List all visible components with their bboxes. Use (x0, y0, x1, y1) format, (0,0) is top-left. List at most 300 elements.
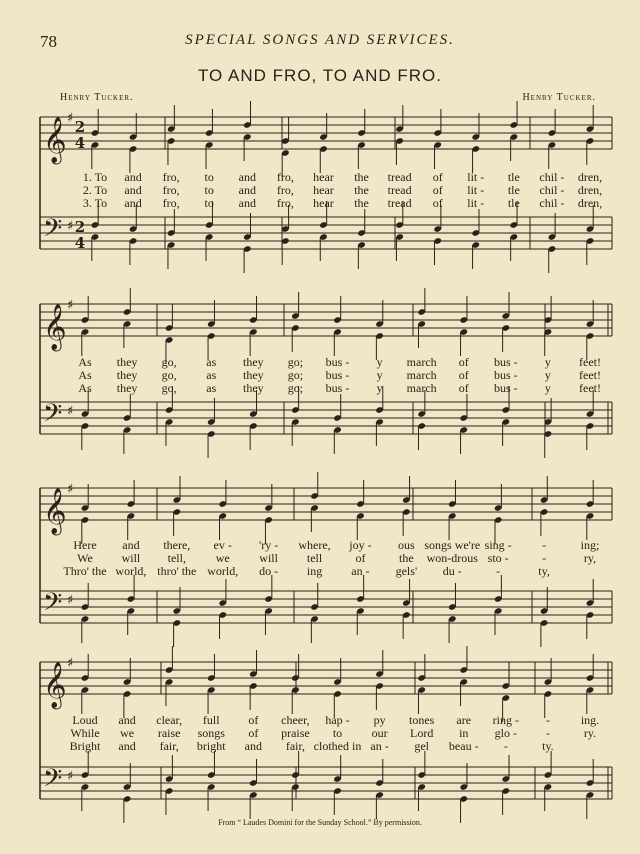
note (586, 579, 595, 607)
lyric-syllable: the (354, 170, 369, 184)
lyric-syllable: As (78, 355, 92, 369)
lyric-syllable: and (122, 538, 140, 552)
lyric-line-verse-3 (0, 739, 640, 753)
lyric-syllable: songs we're (424, 538, 481, 552)
note (544, 328, 553, 356)
lyric-syllable: As (78, 368, 92, 382)
note (395, 105, 404, 133)
time-signature-bottom: 4 (74, 134, 86, 152)
note (417, 288, 426, 316)
note (207, 430, 216, 458)
note (459, 678, 468, 706)
lyric-syllable: of (458, 368, 469, 382)
note (357, 141, 366, 169)
lyric-syllable: tread (387, 170, 412, 184)
note (207, 654, 216, 682)
lyric-syllable: ty. (542, 739, 554, 753)
note (167, 137, 176, 165)
note (249, 791, 258, 819)
lyric-syllable: bright (196, 739, 226, 753)
lyric-syllable: ring - (492, 713, 519, 727)
lyric-line-verse-2 (0, 551, 640, 565)
lyric-syllable: bus - (493, 381, 518, 395)
note (395, 137, 404, 165)
lyric-syllable: world, (115, 564, 147, 578)
note (129, 145, 138, 173)
lyric-syllable: feet! (579, 355, 601, 369)
note (333, 787, 342, 815)
lyric-syllable: go; (287, 368, 304, 382)
lyric-syllable: fro, (276, 170, 294, 184)
key-signature-sharp-icon: ♯ (67, 297, 74, 313)
lyric-syllable: dren, (577, 183, 603, 197)
note (417, 686, 426, 714)
note (81, 615, 90, 643)
note (310, 504, 319, 532)
note (91, 141, 100, 169)
note (91, 233, 100, 261)
bass-clef-icon: 𝄢 (43, 214, 63, 249)
lyric-syllable: sing - (484, 538, 512, 552)
note (356, 607, 365, 635)
lyric-line-verse-1 (0, 713, 640, 727)
key-signature-sharp-icon: ♯ (67, 481, 74, 497)
note (243, 101, 252, 129)
lyric-syllable: of (355, 551, 366, 565)
time-signature-top: 2 (74, 118, 86, 136)
lyric-syllable: - (545, 713, 550, 727)
footnote: From “ Laudes Domini for the Sunday School.” By permission. (218, 818, 422, 827)
note (249, 759, 258, 787)
note (207, 783, 216, 811)
note (417, 783, 426, 811)
note (375, 418, 384, 446)
lyric-syllable: are (456, 713, 472, 727)
composer-left: Henry Tucker. (60, 92, 134, 103)
lyric-syllable: tread (387, 183, 412, 197)
note (357, 109, 366, 137)
note (356, 480, 365, 508)
lyric-syllable: as (206, 368, 217, 382)
note (586, 105, 595, 133)
note (402, 476, 411, 504)
note (548, 141, 557, 169)
note (205, 233, 214, 261)
note (333, 755, 342, 783)
note (375, 682, 384, 710)
lyric-syllable: bus - (325, 381, 350, 395)
note (218, 512, 227, 540)
lyric-syllable: will (259, 551, 278, 565)
lyric-syllable: tread (387, 196, 412, 210)
lyric-syllable: of (432, 183, 443, 197)
note (402, 508, 411, 536)
note (417, 751, 426, 779)
lyric-syllable: lit - (467, 196, 485, 210)
lyric-syllable: tones (408, 713, 435, 727)
lyric-syllable: chil - (539, 183, 565, 197)
note (586, 237, 595, 265)
lyric-syllable: the (399, 551, 414, 565)
lyric-syllable: as (206, 381, 217, 395)
lyric-syllable: ing. (580, 713, 600, 727)
lyric-syllable: and (244, 739, 262, 753)
composer-right: Henry Tucker. (522, 92, 596, 103)
time-signature-top: 2 (74, 218, 86, 236)
lyric-syllable: While (70, 726, 100, 740)
lyric-syllable: fro, (276, 183, 294, 197)
note (586, 791, 595, 819)
note (127, 512, 136, 540)
lyric-syllable: 'ry - (259, 538, 279, 552)
note (291, 292, 300, 320)
note (417, 320, 426, 348)
lyric-syllable: praise (281, 726, 310, 740)
lyric-line-verse-1 (0, 538, 640, 552)
running-head: SPECIAL SONGS AND SERVICES. (185, 32, 455, 48)
lyric-syllable: ev - (213, 538, 232, 552)
lyric-syllable: they (116, 368, 138, 382)
lyric-syllable: go, (161, 381, 177, 395)
note (127, 575, 136, 603)
note (218, 579, 227, 607)
note (471, 241, 480, 269)
lyric-syllable: raise (157, 726, 181, 740)
note (502, 787, 511, 815)
note (544, 430, 553, 458)
note (356, 575, 365, 603)
lyric-syllable: march (406, 368, 437, 382)
lyric-line-verse-2 (0, 726, 640, 740)
note (123, 426, 132, 454)
note (402, 579, 411, 607)
lyric-syllable: will (121, 551, 141, 565)
note (173, 476, 182, 504)
lyric-syllable: cheer, (281, 713, 310, 727)
lyric-syllable: feet! (579, 381, 601, 395)
lyric-syllable: lit - (467, 170, 485, 184)
lyric-syllable: where, (298, 538, 331, 552)
lyric-syllable: gels' (395, 564, 418, 578)
note (173, 508, 182, 536)
lyric-syllable: hear (313, 170, 334, 184)
lyric-syllable: y (376, 355, 383, 369)
note (165, 646, 174, 674)
lyric-syllable: gel (414, 739, 429, 753)
lyric-syllable: glo - (494, 726, 517, 740)
lyric-syllable: fair, (285, 739, 305, 753)
lyric-syllable: chil - (539, 170, 565, 184)
lyric-syllable: the (354, 196, 369, 210)
note (544, 751, 553, 779)
lyric-line-verse-3 (0, 564, 640, 578)
note (459, 328, 468, 356)
lyric-syllable: we (120, 726, 135, 740)
bass-clef-icon: 𝄢 (43, 764, 63, 799)
lyric-syllable: y (544, 368, 551, 382)
note (123, 288, 132, 316)
lyric-syllable: of (432, 196, 443, 210)
note (167, 241, 176, 269)
page-number: 78 (40, 32, 57, 51)
note (471, 209, 480, 237)
note (205, 109, 214, 137)
note (291, 324, 300, 352)
note (291, 783, 300, 811)
note (586, 480, 595, 508)
note (510, 101, 519, 129)
treble-clef-icon: 𝄞 (43, 117, 67, 163)
note (502, 662, 511, 690)
note (81, 751, 90, 779)
note (291, 654, 300, 682)
key-signature-sharp-icon: ♯ (67, 403, 74, 419)
note (319, 233, 328, 261)
lyric-syllable: - (496, 564, 501, 578)
note (81, 654, 90, 682)
note (123, 320, 132, 348)
note (249, 328, 258, 356)
lyric-syllable: bus - (325, 368, 350, 382)
note (167, 105, 176, 133)
key-signature-sharp-icon: ♯ (67, 218, 74, 234)
lyric-line-verse-1 (0, 355, 640, 369)
note (459, 426, 468, 454)
lyric-syllable: Loud (72, 713, 98, 727)
lyric-syllable: and (118, 713, 136, 727)
note (333, 296, 342, 324)
note (375, 759, 384, 787)
note (310, 615, 319, 643)
note (207, 751, 216, 779)
lyric-syllable: bus - (493, 355, 518, 369)
time-signature-bottom: 4 (74, 234, 86, 252)
note (165, 678, 174, 706)
note (165, 418, 174, 446)
note (471, 145, 480, 173)
lyric-syllable: we (215, 551, 230, 565)
lyric-syllable: and (124, 183, 142, 197)
lyric-syllable: fair, (159, 739, 179, 753)
lyric-syllable: As (78, 381, 92, 395)
note (81, 583, 90, 611)
note (81, 783, 90, 811)
lyric-syllable: y (544, 355, 551, 369)
lyric-line-verse-1 (0, 170, 640, 184)
lyric-syllable: y (376, 381, 383, 395)
lyric-syllable: hear (313, 196, 334, 210)
note (540, 508, 549, 536)
note (81, 296, 90, 324)
note (448, 512, 457, 540)
note (417, 422, 426, 450)
lyric-syllable: ry. (583, 726, 597, 740)
note (448, 615, 457, 643)
lyric-syllable: Lord (409, 726, 434, 740)
lyric-syllable: go, (161, 368, 177, 382)
note (433, 237, 442, 265)
lyric-syllable: sto - (487, 551, 509, 565)
note (544, 783, 553, 811)
note (319, 145, 328, 173)
note (218, 611, 227, 639)
lyric-syllable: they (242, 355, 264, 369)
lyric-syllable: of (432, 170, 443, 184)
note (448, 583, 457, 611)
note (249, 422, 258, 450)
note (291, 686, 300, 714)
note (510, 133, 519, 161)
lyric-syllable: bus - (325, 355, 350, 369)
lyric-line-verse-2 (0, 368, 640, 382)
lyric-syllable: march (406, 381, 437, 395)
lyric-syllable: as (206, 355, 217, 369)
note (459, 646, 468, 674)
note (586, 137, 595, 165)
lyric-syllable: of (458, 355, 469, 369)
lyric-syllable: and (118, 739, 136, 753)
lyric-syllable: won-drous (426, 551, 478, 565)
lyric-line-verse-2 (0, 183, 640, 197)
lyric-syllable: - (503, 739, 508, 753)
lyric-syllable: tle (507, 170, 520, 184)
treble-staff (40, 488, 612, 520)
note (586, 611, 595, 639)
lyric-syllable: fro, (162, 170, 180, 184)
lyric-syllable: - (542, 551, 547, 565)
lyric-syllable: joy - (349, 538, 372, 552)
lyric-syllable: march (406, 355, 437, 369)
note (81, 328, 90, 356)
treble-staff (40, 117, 612, 149)
note (165, 304, 174, 332)
note (291, 418, 300, 446)
lyric-syllable: clothed in (313, 739, 362, 753)
lyric-syllable: they (116, 381, 138, 395)
note (81, 686, 90, 714)
lyric-syllable: our (371, 726, 388, 740)
note (586, 759, 595, 787)
note (281, 237, 290, 265)
note (165, 755, 174, 783)
note (494, 575, 503, 603)
key-signature-sharp-icon: ♯ (67, 768, 74, 784)
lyric-syllable: ous (398, 538, 415, 552)
note (264, 607, 273, 635)
lyric-syllable: beau - (448, 739, 479, 753)
lyric-syllable: full (202, 713, 220, 727)
note (167, 209, 176, 237)
lyric-syllable: 1. To (82, 170, 108, 184)
note (264, 575, 273, 603)
note (127, 480, 136, 508)
note (586, 686, 595, 714)
lyric-syllable: they (242, 381, 264, 395)
note (548, 109, 557, 137)
note (310, 472, 319, 500)
lyric-syllable: hap - (325, 713, 350, 727)
note (356, 512, 365, 540)
treble-staff (40, 304, 612, 336)
lyric-syllable: hear (313, 183, 334, 197)
bass-clef-icon: 𝄢 (43, 399, 63, 434)
lyric-syllable: ing (306, 564, 323, 578)
lyric-syllable: and (124, 170, 142, 184)
lyric-syllable: ty, (538, 564, 550, 578)
song-title: TO AND FRO, TO AND FRO. (197, 66, 443, 85)
lyric-syllable: an - (370, 739, 389, 753)
lyric-syllable: du - (442, 564, 462, 578)
lyric-syllable: go, (161, 355, 177, 369)
lyric-syllable: the (354, 183, 369, 197)
note (165, 787, 174, 815)
lyric-syllable: they (242, 368, 264, 382)
note (459, 394, 468, 422)
note (417, 654, 426, 682)
note (310, 583, 319, 611)
key-signature-sharp-icon: ♯ (67, 655, 74, 671)
note (249, 682, 258, 710)
lyric-syllable: to (204, 183, 214, 197)
note (433, 141, 442, 169)
note (540, 476, 549, 504)
treble-clef-icon: 𝄞 (43, 488, 67, 534)
lyric-syllable: fro, (162, 183, 180, 197)
note (586, 422, 595, 450)
lyric-syllable: feet! (579, 368, 601, 382)
note (402, 611, 411, 639)
note (249, 650, 258, 678)
lyric-syllable: tle (507, 196, 520, 210)
lyric-syllable: tell (306, 551, 323, 565)
lyric-syllable: tell, (167, 551, 186, 565)
note (502, 418, 511, 446)
note (510, 233, 519, 261)
lyric-syllable: thro' the (157, 564, 197, 578)
key-signature-sharp-icon: ♯ (67, 592, 74, 608)
note (548, 245, 557, 273)
note (357, 241, 366, 269)
lyric-syllable: do - (259, 564, 279, 578)
lyric-syllable: ry, (583, 551, 597, 565)
lyric-syllable: there, (163, 538, 191, 552)
note (502, 755, 511, 783)
lyric-syllable: and (238, 183, 256, 197)
note (243, 133, 252, 161)
lyric-syllable: lit - (467, 183, 485, 197)
note (357, 209, 366, 237)
note (123, 394, 132, 422)
treble-clef-icon: 𝄞 (43, 304, 67, 350)
treble-staff (40, 662, 612, 694)
lyric-syllable: Bright (69, 739, 101, 753)
note (291, 751, 300, 779)
lyric-syllable: chil - (539, 196, 565, 210)
lyric-syllable: Thro' the (63, 564, 107, 578)
lyric-syllable: ing; (580, 538, 600, 552)
lyric-syllable: We (77, 551, 93, 565)
lyric-syllable: bus - (493, 368, 518, 382)
lyric-syllable: 2. To (82, 183, 108, 197)
note (502, 292, 511, 320)
lyric-line-verse-3 (0, 196, 640, 210)
note (333, 426, 342, 454)
bass-clef-icon: 𝄢 (43, 588, 63, 623)
note (243, 245, 252, 273)
lyric-line-verse-3 (0, 381, 640, 395)
note (586, 512, 595, 540)
key-signature-sharp-icon: ♯ (67, 110, 74, 126)
